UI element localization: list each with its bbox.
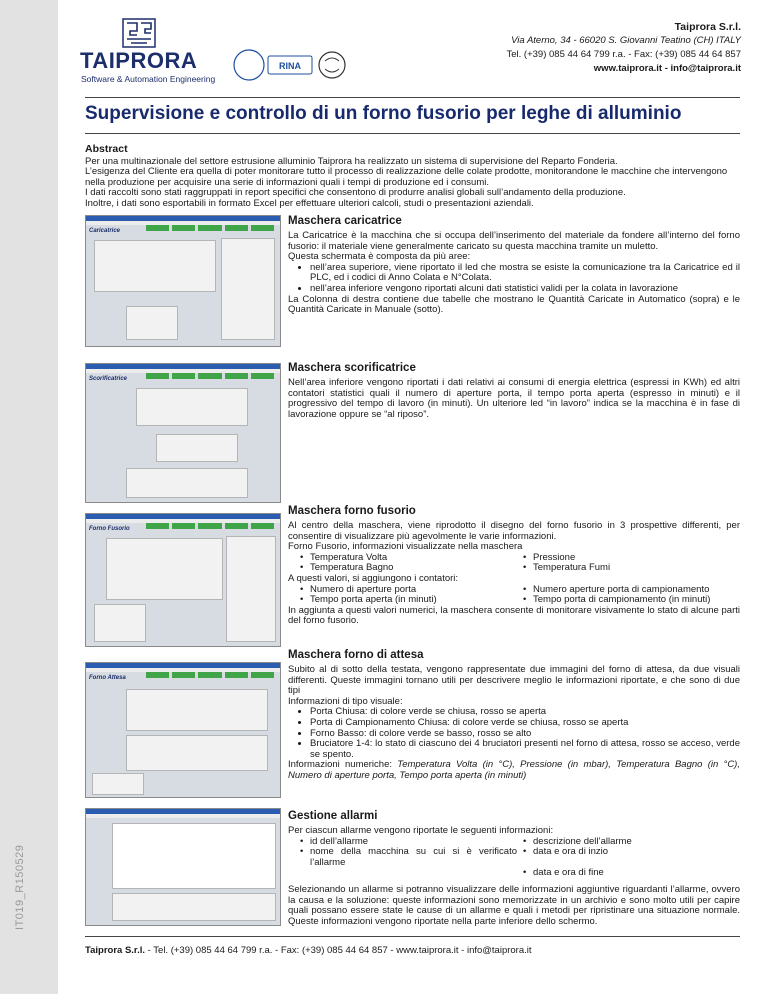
abstract-line: I dati raccolti sono stati raggruppati in report specifici che consentono di produrre analisi globali sull’andamento della produzione.	[85, 187, 626, 199]
screenshot-forno-fusorio-label: Forno Fusorio	[89, 526, 130, 532]
side-strip	[0, 0, 58, 994]
abstract-body	[85, 157, 740, 209]
screenshot-scorificatrice	[85, 363, 281, 503]
company-info	[507, 20, 742, 76]
paragraph: Selezionando un allarme si potranno visualizzare delle informazioni aggiuntive riguardanti l’allarme, ovvero la causa e la soluzione: queste informazioni sono memorizzate in un archivio e sono molto utili per capire quali possano essere state le cause di un allarme e quali i metodi per ripristinare una situazione normale. Queste informazioni vengono riportate nella parte inferiore dello schermo.	[288, 883, 740, 927]
title-bottom-rule	[85, 133, 740, 134]
list-item: • Forno Basso: di colore verde se basso, rosso se alto	[310, 729, 740, 740]
paragraph-label: Informazioni numeriche:	[288, 759, 398, 771]
section-scorificatrice	[288, 362, 740, 420]
abstract-line: Inoltre, i dati sono esportabili in formato Excel per effettuare ulteriori calcoli, studi o presentazioni aziendali.	[85, 197, 534, 209]
paragraph: Questa schermata è composta da più aree:	[288, 251, 471, 263]
list-item: • nell’area inferiore vengono riportati alcuni dati statistici validi per la colata in lavorazione	[310, 284, 740, 295]
list-item: • Temperatura Volta	[298, 553, 517, 564]
section-forno-attesa	[288, 649, 740, 782]
footer-company: Taiprora S.r.l.	[85, 945, 146, 956]
logo-name: TAIPRORA	[80, 48, 198, 73]
paragraph-italic: Temperatura Volta (in °C), Pressione (in mbar), Temperatura Bagno (in °C), Numero di aperture porta, Tempo porta aperta (in minuti)	[288, 759, 740, 781]
paragraph: In aggiunta a questi valori numerici, la maschera consente di monitorare visivamente lo stato di alcune parti del forno fusorio.	[288, 604, 740, 627]
list-item: • Tempo porta di campionamento (in minuti)	[521, 595, 740, 606]
section-caricatrice	[288, 215, 740, 316]
list-item: • Temperatura Bagno	[298, 563, 517, 574]
logo-tagline: Software & Automation Engineering	[81, 74, 216, 84]
paragraph: La Colonna di destra contiene due tabelle che mostrano le Quantità Caricate in Automatico (sopra) e le Quantità Caricate in Manuale (sotto).	[288, 293, 740, 316]
footer-rule	[85, 936, 740, 937]
certification-badges	[232, 48, 352, 82]
paragraph: A questi valori, si aggiungono i contatori:	[288, 572, 459, 584]
cert-seal-icon	[234, 50, 264, 80]
screenshot-caricatrice-label: Caricatrice	[89, 228, 121, 234]
screenshot-forno-fusorio	[85, 513, 281, 647]
abstract-line: L’esigenza del Cliente era quella di poter monitorare tutto il processo di realizzazione delle colate prodotte, monitorandone le macchine che intervengono nella produzione per acquisire una serie di informazioni quali i tempi di produzione ed i consumi.	[85, 166, 728, 188]
paragraph: Per ciascun allarme vengono riportate le seguenti informazioni:	[288, 825, 554, 836]
footer-contacts: - Tel. (+39) 085 44 64 799 r.a. - Fax: (+39) 085 44 64 857 - www.taiprora.it - info@taiprora.it	[145, 945, 532, 956]
company-web: www.taiprora.it - info@taiprora.it	[593, 63, 741, 74]
list-item: • id dell’allarme	[298, 837, 517, 848]
list-item: • nome della macchina su cui si è verificato l’allarme	[298, 847, 517, 868]
paragraph: La Caricatrice è la macchina che si occupa dell’inserimento del materiale da fondere all’interno del forno fusorio: il materiale viene generalmente caricato su questa macchina tramite un muletto.	[288, 230, 740, 252]
list-item: • Tempo porta aperta (in minuti)	[298, 595, 517, 606]
screenshot-scorificatrice-label: Scorificatrice	[89, 376, 128, 382]
abstract-heading: Abstract	[85, 143, 128, 155]
section-forno-fusorio	[288, 505, 740, 627]
company-logo	[80, 18, 220, 84]
list-item: • Porta di Campionamento Chiusa: di colore verde se chiusa, rosso se aperta	[310, 718, 740, 729]
list-item: • Bruciatore 1-4: lo stato di ciascuno dei 4 bruciatori presenti nel forno di attesa, rosso se acceso, verde se spento.	[310, 739, 740, 760]
list-item: • Numero di aperture porta	[298, 585, 517, 596]
footer	[85, 945, 532, 956]
section-allarmi	[288, 810, 740, 927]
page-title: Supervisione e controllo di un forno fusorio per leghe di alluminio	[85, 103, 682, 124]
paragraph: Nell’area inferiore vengono riportati i dati relativi ai consumi di energia elettrica (espressi in KWh) ed altri contatori statistici quali il numero di aperture porta, il tempo porta aperta (espresso in minuti) e il progressivo del tempo di lavoro (in minuti). Un ulteriore led “in lavoro” indica se la macchina è in fase di lavorazione oppure se “al riposo”.	[288, 377, 740, 420]
logo-mark-icon	[122, 18, 156, 48]
screenshot-caricatrice	[85, 215, 281, 347]
screenshot-allarmi	[85, 808, 281, 926]
list-item: • data e ora di inzio	[521, 847, 740, 868]
section-heading: Gestione allarmi	[288, 810, 378, 822]
company-address: Via Aterno, 34 - 66020 S. Giovanni Teatino (CH) ITALY	[511, 35, 741, 46]
list-item: • Numero aperture porta di campionamento	[521, 585, 740, 596]
title-top-rule	[85, 97, 740, 98]
rina-text: RINA	[279, 61, 301, 71]
paragraph: Informazioni di tipo visuale:	[288, 695, 403, 707]
paragraph: Al centro della maschera, viene riprodotto il disegno del forno fusorio in 3 prospettive differenti, per consentire di visualizzare più agevolmente le varie informazioni.	[288, 520, 740, 542]
paragraph: Forno Fusorio, informazioni visualizzate nella maschera	[288, 541, 523, 553]
screenshot-forno-attesa-label: Forno Attesa	[89, 675, 126, 681]
paragraph: Subito al di sotto della testata, vengono rappresentate due immagini del forno di attesa, da due visuali differenti. Queste immagini tornano utili per descrivere meglio le informazioni riportate, e che sono di due tipi	[288, 664, 740, 697]
list-item: • nell’area superiore, viene riportato il led che mostra se esiste la comunicazione tra la Caricatrice ed il PLC, ed i codici di Anno Colata e N°Colata.	[310, 263, 740, 284]
section-heading: Maschera forno fusorio	[288, 505, 416, 517]
section-heading: Maschera forno di attesa	[288, 649, 424, 661]
list-item: • Pressione	[521, 553, 740, 564]
list-item: • descrizione dell’allarme	[521, 837, 740, 848]
section-heading: Maschera scorificatrice	[288, 362, 416, 374]
list-item: • data e ora di fine	[521, 868, 740, 879]
section-heading: Maschera caricatrice	[288, 215, 402, 227]
document-code: IT019_R150529	[14, 844, 26, 930]
list-item: • Porta Chiusa: di colore verde se chiusa, rosso se aperta	[310, 707, 740, 718]
list-item: • Temperatura Fumi	[521, 563, 740, 574]
association-seal-icon	[319, 52, 345, 78]
screenshot-forno-attesa	[85, 662, 281, 798]
abstract-line: Per una multinazionale del settore estrusione alluminio Taiprora ha realizzato un sistema di supervisione del Reparto Fonderia.	[85, 156, 618, 167]
company-phone: Tel. (+39) 085 44 64 799 r.a. - Fax: (+39) 085 44 64 857	[506, 49, 741, 60]
company-name: Taiprora S.r.l.	[674, 21, 741, 33]
paragraph	[288, 760, 740, 781]
